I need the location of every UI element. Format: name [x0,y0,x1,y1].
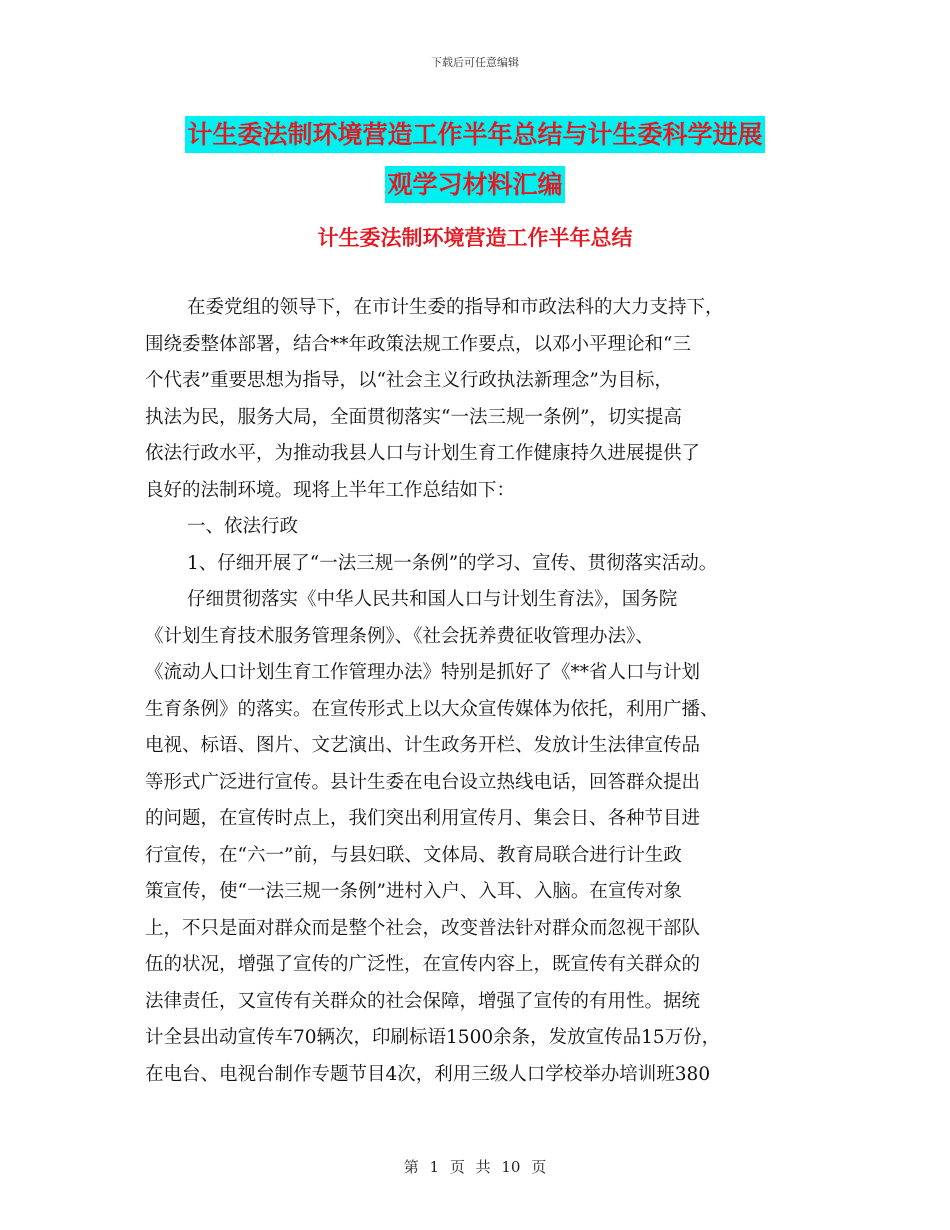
body-line: 伍的状况，增强了宣传的广泛性，在宣传内容上，既宣传有关群众的 [145,954,701,975]
section-heading: 一、依法行政 [187,516,299,537]
body-line: 行宣传，在“六一”前，与县妇联、文体局、教育局联合进行计生政 [145,844,682,866]
title-line-1 [0,110,950,160]
title-line-2 [0,160,950,210]
body-line: 《计划生育技术服务管理条例》、《社会抚养费征收管理办法》、 [145,625,654,647]
body-line: 的问题，在宣传时点上，我们突出利用宣传月、集会日、各种节目进 [145,808,701,829]
body-text [145,290,825,1093]
body-line: 个代表”重要思想为指导，以“社会主义行政执法新理念”为目标， [145,370,673,391]
body-line: 上，不只是面对群众而是整个社会，改变普法针对群众而忽视干部队 [145,917,701,939]
body-line: 《流动人口计划生育工作管理办法》特别是抓好了《**省人口与计划 [145,662,701,683]
body-line: 依法行政水平，为推动我县人口与计划生育工作健康持久进展提供了 [145,443,701,464]
document-title [0,110,950,210]
body-line: 仔细贯彻落实《中华人民共和国人口与计划生育法》，国务院 [187,589,678,610]
body-line: 在电台、电视台制作专题节目4次，利用三级人口学校举办培训班380 [145,1063,711,1085]
header-note: 下载后可任意编辑 [431,56,519,69]
title-line-2-text: 观学习材料汇编 [385,166,564,203]
body-line: 生育条例》的落实。在宣传形式上以大众宣传媒体为依托，利用广播、 [145,698,719,720]
body-line: 策宣传，使“一法三规一条例”进村入户、入耳、入脑。在宣传对象 [145,881,682,902]
subsection-heading: 1、仔细开展了“一法三规一条例”的学习、宣传、贯彻落实活动。 [187,552,718,574]
body-line: 法律责任，又宣传有关群众的社会保障，增强了宣传的有用性。据统 [145,990,701,1012]
body-line: 围绕委整体部署，结合**年政策法规工作要点，以邓小平理论和“三 [145,333,691,355]
body-line: 执法为民，服务大局，全面贯彻落实“一法三规一条例”，切实提高 [145,406,682,428]
body-line: 电视、标语、图片、文艺演出、计生政务开栏、发放计生法律宣传品 [145,735,701,756]
body-line: 计全县出动宣传车70辆次，印刷标语1500余条，发放宣传品15万份， [145,1027,721,1048]
title-line-1-text: 计生委法制环境营造工作半年总结与计生委科学进展 [185,116,764,153]
body-line: 等形式广泛进行宣传。县计生委在电台设立热线电话，回答群众提出 [145,771,701,793]
body-line: 良好的法制环境。现将上半年工作总结如下： [145,479,516,501]
section-title: 计生委法制环境营造工作半年总结 [317,226,633,250]
body-line: 在委党组的领导下，在市计生委的指导和市政法科的大力支持下， [187,297,724,318]
page-footer: 第 1 页 共 10 页 [403,1158,547,1176]
